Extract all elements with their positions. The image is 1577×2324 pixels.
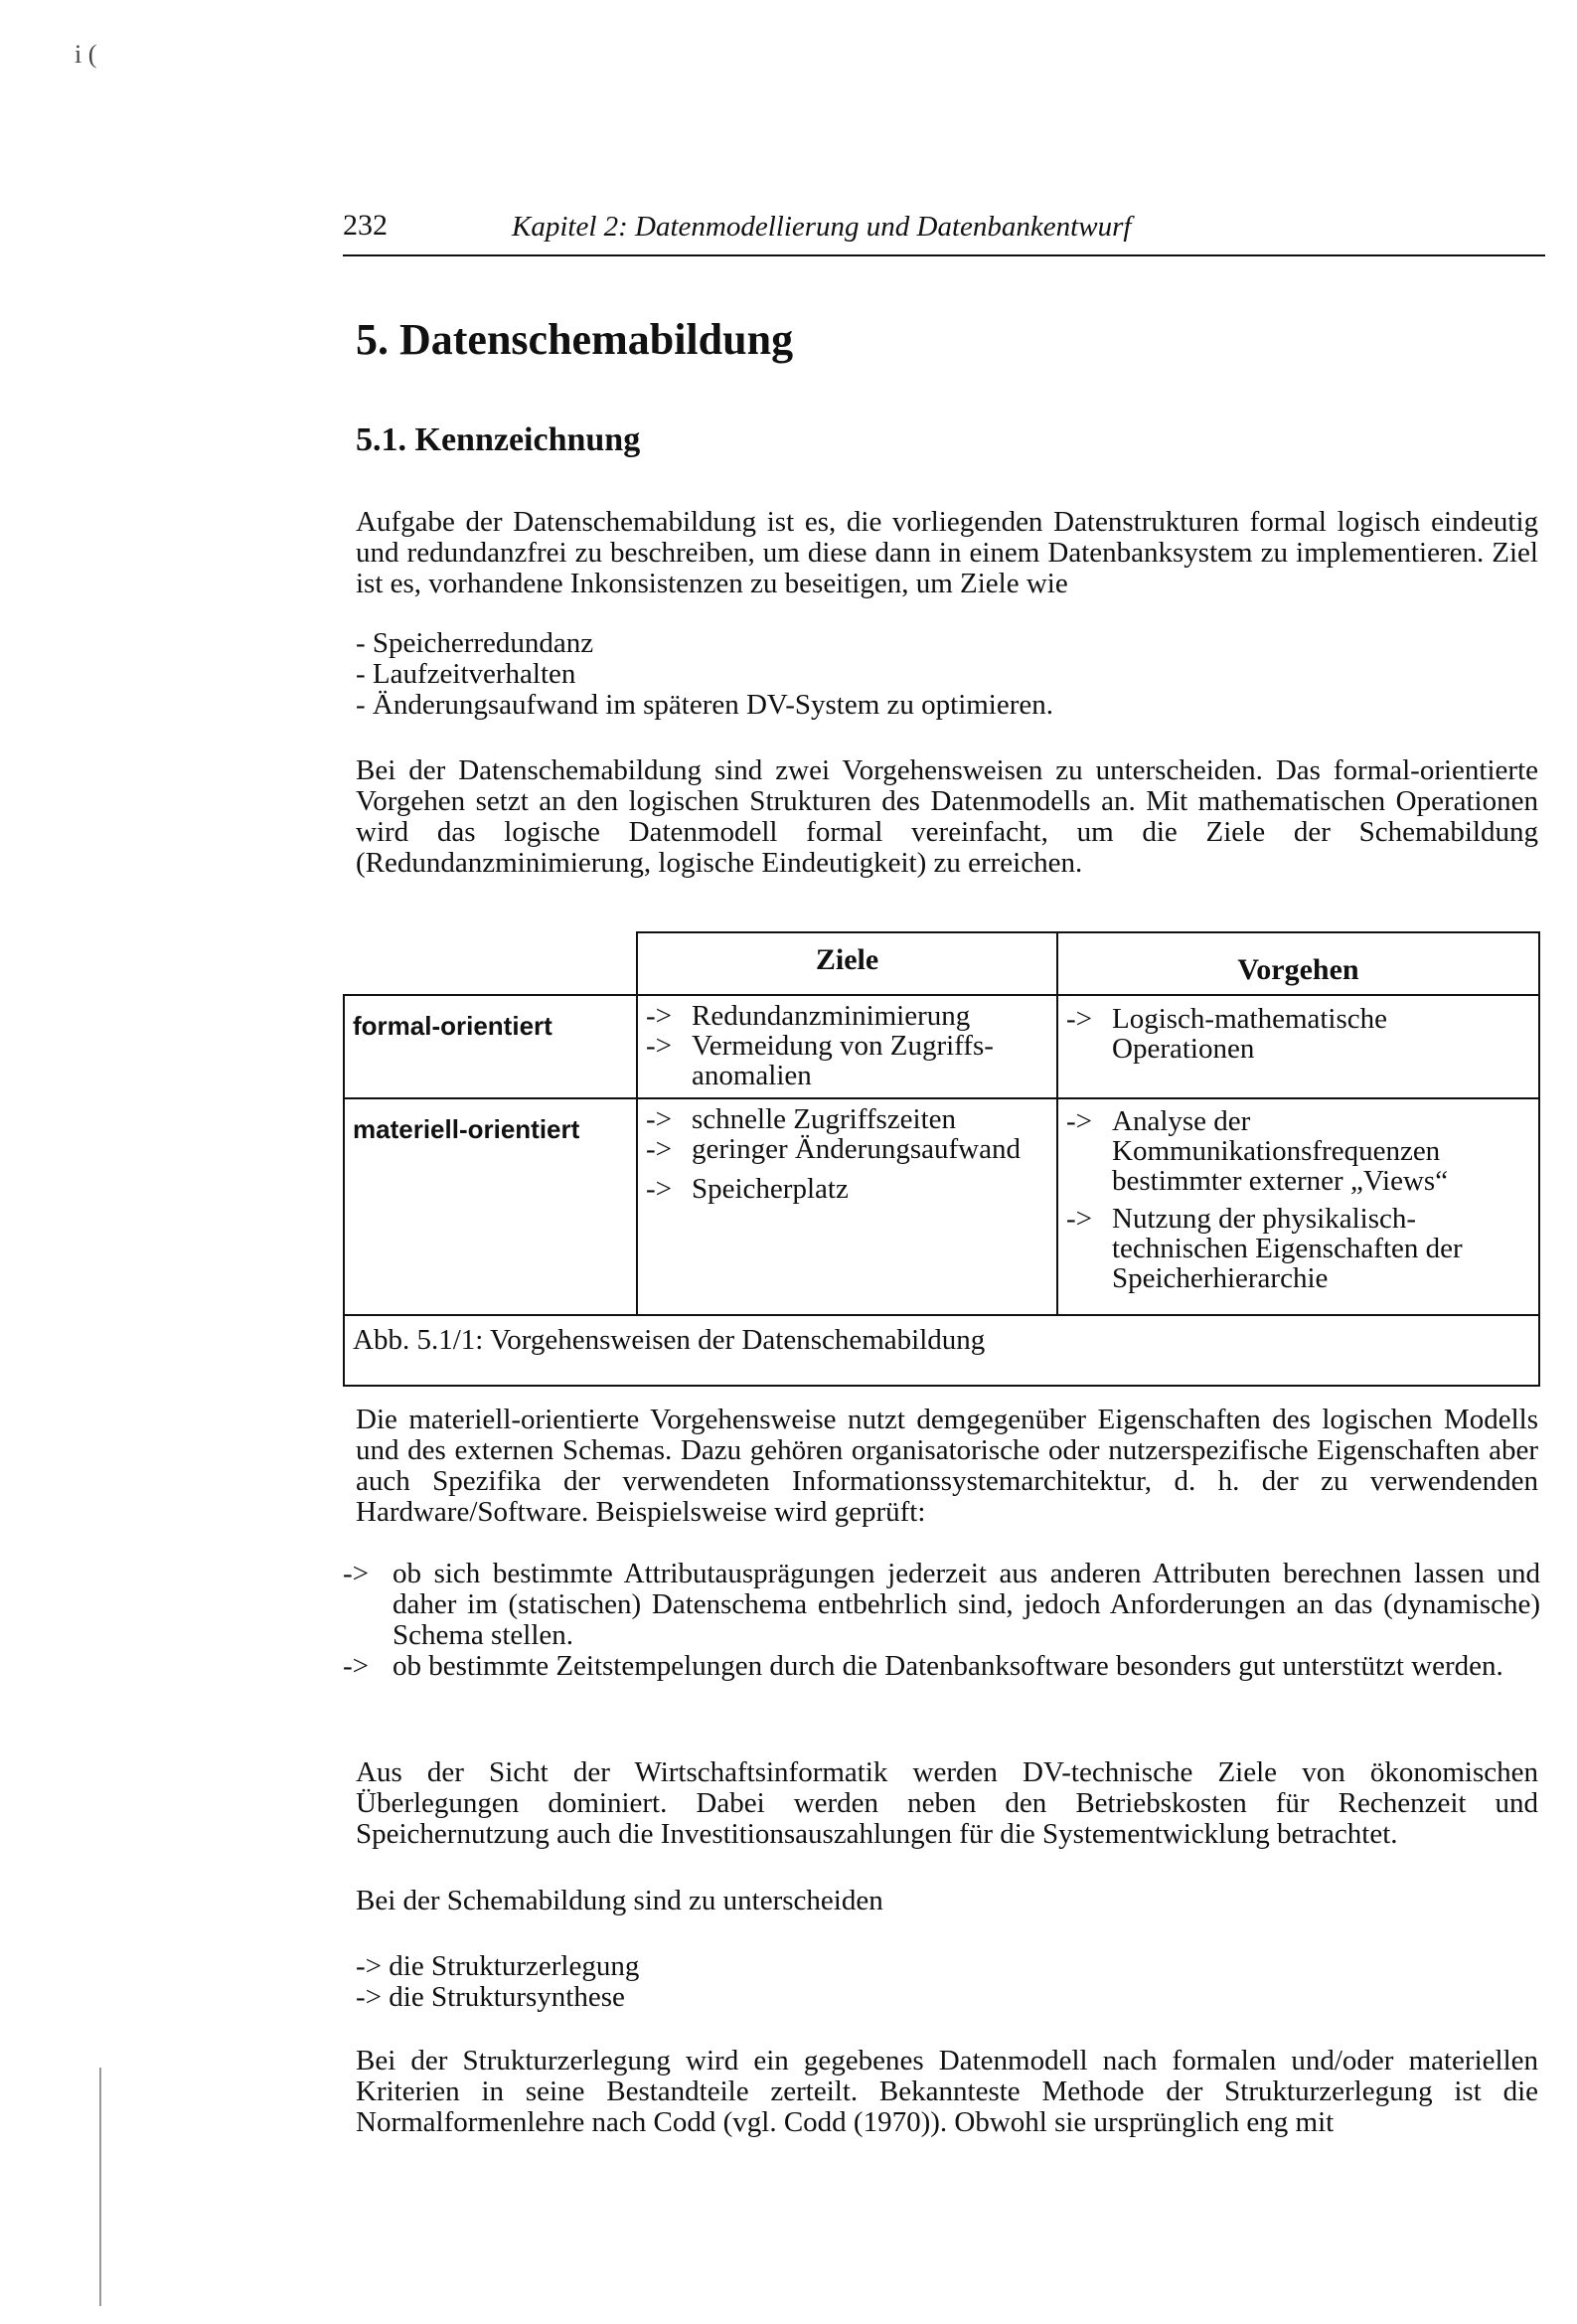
ziele-cell: -> Redundanzminimierung -> Vermeidung von Zugriffs-anomalien: [646, 1001, 1048, 1090]
list-item: -> die Struktursynthese: [356, 1981, 625, 2013]
approach-table: [343, 931, 1540, 1387]
list-item: -> ob sich bestimmte Attributausprägungen jederzeit aus anderen Attributen berechnen lassen und daher im (statischen) Datenschema entbehrlich sind, jedoch Anforderungen an das (dynamische) Schema stellen.: [343, 1558, 1540, 1651]
list-item: - Laufzeitverhalten: [356, 658, 576, 690]
list-item: - Speicherredundanz: [356, 627, 594, 659]
paragraph-schemabildung: Bei der Schemabildung sind zu unterscheiden: [356, 1885, 883, 1916]
ziel-item: Vermeidung von Zugriffs-anomalien: [692, 1030, 994, 1091]
list-item: -> ob bestimmte Zeitstempelungen durch die Datenbanksoftware besonders gut unterstützt werden.: [343, 1650, 1503, 1682]
section-title: 5. Datenschemabildung: [356, 315, 794, 364]
vorgehen-cell: -> Logisch-mathematische Operationen: [1066, 1004, 1528, 1064]
row-label-formal: formal-orientiert: [353, 1011, 552, 1041]
ziel-item: Speicherplatz: [692, 1173, 849, 1205]
check-list: [343, 1559, 1540, 1682]
subsection-title: 5.1. Kennzeichnung: [356, 421, 641, 458]
paragraph-wirtschaftsinformatik: Aus der Sicht der Wirtschaftsinformatik werden DV-technische Ziele von ökonomischen Überlegungen dominiert. Dabei werden neben den Betriebskosten für Rechenzeit und Speichernutzung auch die Investitionsauszahlungen für die Systementwicklung betrachtet.: [356, 1756, 1538, 1850]
scan-edge-line: [99, 2068, 101, 2306]
page-number: 232: [343, 209, 388, 242]
column-header-ziele: Ziele: [815, 943, 879, 976]
vorgehen-cell: -> Analyse der Kommunikationsfrequenzen bestimmter externer „Views“ -> Nutzung der physikalisch-technischen Eigenschaften der Speicherhierarchie: [1066, 1106, 1528, 1293]
margin-mark: i (: [75, 40, 97, 69]
goals-list: [356, 628, 1538, 721]
ziel-item: geringer Änderungsaufwand: [692, 1133, 1021, 1165]
ziel-item: Redundanzminimierung: [692, 1000, 971, 1032]
paragraph-approaches: Bei der Datenschemabildung sind zwei Vorgehensweisen zu unterscheiden. Das formal-orientierte Vorgehen setzt an den logischen Strukturen des Datenmodells an. Mit mathematischen Operationen wird das logische Datenmodell formal vereinfacht, um die Ziele der Schemabildung (Redundanzminimierung, logische Eindeutigkeit) zu erreichen.: [356, 754, 1538, 879]
paragraph-intro: Aufgabe der Datenschemabildung ist es, die vorliegenden Datenstrukturen formal logisch eindeutig und redundanzfrei zu beschreiben, um diese dann in einem Datenbanksystem zu implementieren. Ziel ist es, vorhandene Inkonsistenzen zu beseitigen, um Ziele wie: [356, 506, 1538, 599]
paragraph-strukturzerlegung: Bei der Strukturzerlegung wird ein gegebenes Datenmodell nach formalen und/oder materiellen Kriterien in seine Bestandteile zerteilt. Bekannteste Methode der Strukturzerlegung ist die Normalformenlehre nach Codd (vgl. Codd (1970)). Obwohl sie ursprünglich eng mit: [356, 2045, 1538, 2138]
column-header-vorgehen: Vorgehen: [1237, 953, 1359, 986]
running-title: Kapitel 2: Datenmodellierung und Datenbankentwurf: [512, 211, 1132, 243]
list-item: -> die Strukturzerlegung: [356, 1950, 640, 1982]
list-item: - Änderungsaufwand im späteren DV-System zu optimieren.: [356, 689, 1054, 721]
paragraph-materiell: Die materiell-orientierte Vorgehensweise nutzt demgegenüber Eigenschaften des logischen Modells und des externen Schemas. Dazu gehören organisatorische oder nutzerspezifische Eigenschaften aber auch Spezifika der verwendeten Informationssystemarchitektur, d. h. der zu verwendenden Hardware/Software. Beispielsweise wird geprüft:: [356, 1404, 1538, 1528]
ziele-cell: -> schnelle Zugriffszeiten -> geringer Änderungsaufwand -> Speicherplatz: [646, 1104, 1048, 1204]
row-label-materiell: materiell-orientiert: [353, 1114, 580, 1144]
structure-list: [356, 1951, 1538, 2013]
running-header: [343, 205, 1545, 256]
ziel-item: schnelle Zugriffszeiten: [692, 1103, 956, 1135]
table-caption: Abb. 5.1/1: Vorgehensweisen der Datenschemabildung: [353, 1324, 986, 1356]
vorgehen-item: Logisch-mathematische Operationen: [1112, 1003, 1388, 1065]
vorgehen-item: Nutzung der physikalisch-technischen Eigenschaften der Speicherhierarchie: [1112, 1203, 1463, 1294]
vorgehen-item: Analyse der Kommunikationsfrequenzen bestimmter externer „Views“: [1112, 1105, 1449, 1197]
